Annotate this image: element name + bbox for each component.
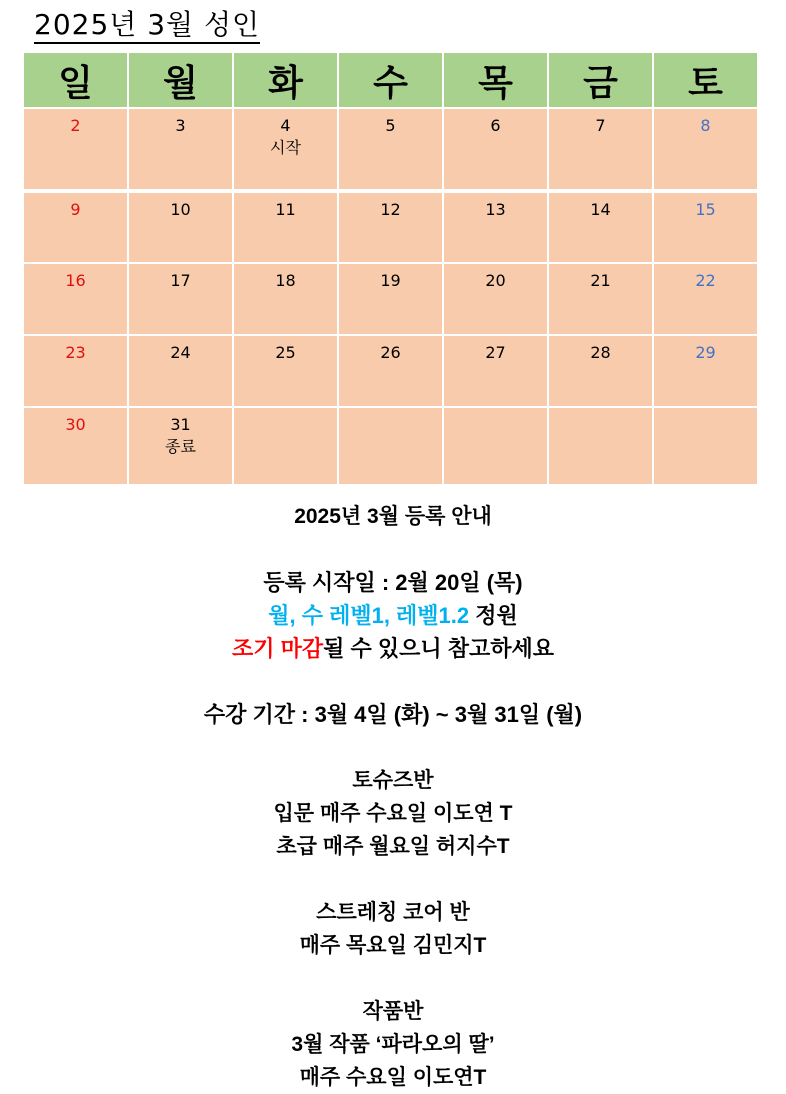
- calendar-day-cell: [548, 407, 653, 485]
- weekday-thu: 목: [443, 52, 548, 108]
- day-number: 10: [170, 200, 191, 219]
- weekday-fri: 금: [548, 52, 653, 108]
- day-number: 9: [70, 200, 81, 219]
- day-note: 시작: [270, 138, 301, 157]
- early-close: 조기 마감: [232, 636, 324, 661]
- notice-heading: 2025년 3월 등록 안내: [294, 505, 492, 528]
- calendar-day-cell: [233, 263, 338, 335]
- day-number: 20: [485, 271, 506, 290]
- day-number: 25: [275, 343, 296, 362]
- calendar-day-cell: [443, 335, 548, 407]
- calendar-day-cell: [23, 407, 128, 485]
- calendar-day-cell: [338, 108, 443, 191]
- day-number: 13: [485, 200, 506, 219]
- calendar-day-cell: [653, 407, 758, 485]
- calendar-day-cell: [443, 263, 548, 335]
- page-title: 2025년 3월 성인: [34, 8, 260, 44]
- day-number: 7: [595, 116, 606, 135]
- full-levels: 월, 수 레벨1, 레벨1.2: [268, 603, 470, 628]
- full-capacity-line: [0, 599, 786, 632]
- early-close-suffix: 될 수 있으니 참고하세요: [323, 636, 554, 661]
- early-close-line: [0, 632, 786, 665]
- day-number: 11: [275, 200, 296, 219]
- full-suffix: 정원: [469, 603, 518, 628]
- class-repertoire-line: 3월 작품 ‘파라오의 딸’: [291, 1033, 495, 1056]
- weekday-header-row: [23, 52, 758, 108]
- calendar-day-cell: [443, 191, 548, 263]
- weekday-mon: 월: [128, 52, 233, 108]
- calendar-week-row: [23, 335, 758, 407]
- class-repertoire-line: 매주 수요일 이도연T: [299, 1066, 487, 1089]
- day-number: 2: [70, 116, 81, 135]
- class-stretching-line: 매주 목요일 김민지T: [299, 934, 487, 957]
- day-number: 26: [380, 343, 401, 362]
- weekday-sun: 일: [23, 52, 128, 108]
- calendar-day-cell: [23, 108, 128, 191]
- day-number: 14: [590, 200, 611, 219]
- day-number: 31: [170, 415, 191, 434]
- calendar-day-cell: [23, 335, 128, 407]
- calendar-day-cell: [548, 108, 653, 191]
- weekday-sat: 토: [653, 52, 758, 108]
- day-number: 28: [590, 343, 611, 362]
- calendar-day-cell: [443, 108, 548, 191]
- calendar-day-cell: [653, 263, 758, 335]
- day-number: 16: [65, 271, 86, 290]
- day-number: 15: [695, 200, 716, 219]
- course-period: 수강 기간 : 3월 4일 (화) ~ 3월 31일 (월): [203, 702, 583, 727]
- calendar-day-cell: [338, 335, 443, 407]
- calendar-week-row: [23, 191, 758, 263]
- day-number: 24: [170, 343, 191, 362]
- registration-start: 등록 시작일 : 2월 20일 (목): [263, 570, 523, 595]
- day-number: 30: [65, 415, 86, 434]
- class-toeshoe-line: 입문 매주 수요일 이도연 T: [273, 802, 513, 825]
- weekday-wed: 수: [338, 52, 443, 108]
- day-number: 4: [280, 116, 291, 135]
- calendar-day-cell: [653, 191, 758, 263]
- calendar-day-cell: [128, 407, 233, 485]
- calendar-day-cell: [233, 407, 338, 485]
- calendar-day-cell: [23, 263, 128, 335]
- calendar-day-cell: [233, 191, 338, 263]
- day-number: 3: [175, 116, 186, 135]
- calendar-week-row: [23, 407, 758, 485]
- calendar-day-cell: [338, 407, 443, 485]
- calendar-day-cell: [23, 191, 128, 263]
- day-number: 12: [380, 200, 401, 219]
- day-number: 29: [695, 343, 716, 362]
- calendar-day-cell: [338, 191, 443, 263]
- calendar-day-cell: [128, 335, 233, 407]
- day-note: 종료: [165, 437, 196, 456]
- calendar-day-cell: [548, 263, 653, 335]
- calendar-day-cell: [233, 335, 338, 407]
- calendar-day-cell: [548, 191, 653, 263]
- calendar-day-cell: [548, 335, 653, 407]
- calendar-day-cell: [653, 108, 758, 191]
- day-number: 27: [485, 343, 506, 362]
- calendar-week-row: [23, 263, 758, 335]
- calendar-week-row: [23, 108, 758, 191]
- calendar-day-cell: [233, 108, 338, 191]
- day-number: 18: [275, 271, 296, 290]
- day-number: 5: [385, 116, 396, 135]
- calendar-day-cell: [443, 407, 548, 485]
- day-number: 17: [170, 271, 191, 290]
- weekday-tue: 화: [233, 52, 338, 108]
- calendar-day-cell: [338, 263, 443, 335]
- calendar-day-cell: [653, 335, 758, 407]
- calendar-day-cell: [128, 263, 233, 335]
- day-number: 19: [380, 271, 401, 290]
- class-toeshoe-name: 토슈즈반: [352, 769, 434, 792]
- day-number: 6: [490, 116, 501, 135]
- calendar-day-cell: [128, 108, 233, 191]
- class-toeshoe-line: 초급 매주 월요일 허지수T: [276, 835, 510, 858]
- class-repertoire-name: 작품반: [362, 1000, 424, 1023]
- calendar-body: [23, 108, 758, 485]
- day-number: 23: [65, 343, 86, 362]
- class-stretching-name: 스트레칭 코어 반: [316, 901, 470, 924]
- calendar-table: [22, 51, 759, 486]
- registration-notice: [0, 500, 786, 1094]
- day-number: 21: [590, 271, 611, 290]
- day-number: 22: [695, 271, 716, 290]
- day-number: 8: [700, 116, 711, 135]
- calendar-day-cell: [128, 191, 233, 263]
